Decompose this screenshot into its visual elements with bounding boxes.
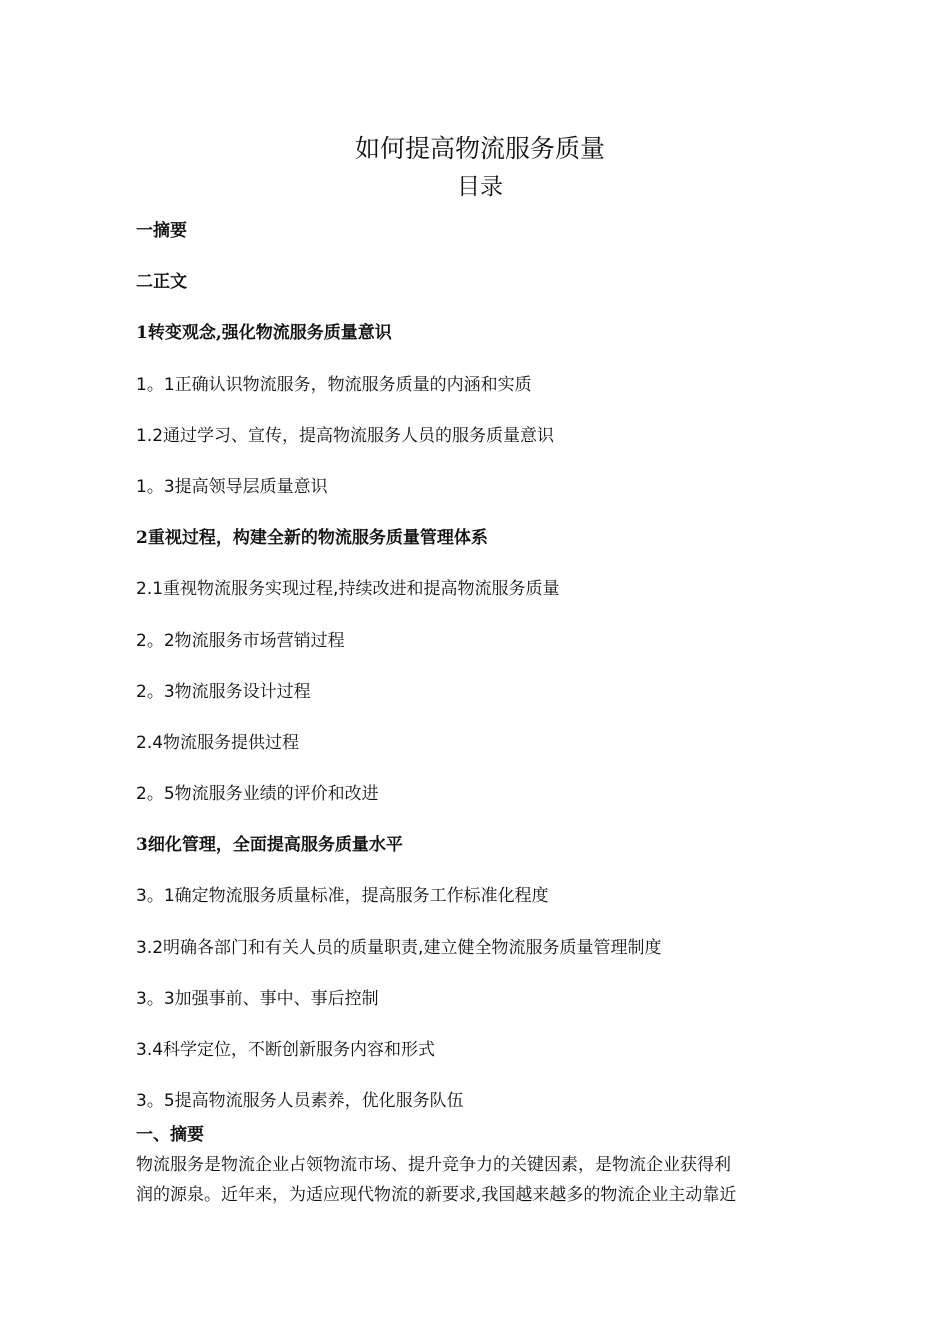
toc-subsection-entry: 2.4物流服务提供过程 (136, 732, 300, 753)
table-of-contents (136, 215, 836, 1136)
toc-subsection-entry: 3。5提高物流服务人员素养，优化服务队伍 (136, 1091, 464, 1112)
toc-subsection-entry: 2。3物流服务设计过程 (136, 681, 311, 702)
toc-subsection-entry: 2。5物流服务业绩的评价和改进 (136, 784, 379, 805)
toc-section-entry: 一摘要 (136, 221, 187, 241)
toc-subsection-entry: 1。1正确认识物流服务，物流服务质量的内涵和实质 (136, 374, 532, 395)
toc-subsection-entry: 3。1确定物流服务质量标准，提高服务工作标准化程度 (136, 886, 549, 907)
toc-section-entry: 2重视过程，构建全新的物流服务质量管理体系 (136, 528, 488, 549)
toc-section-entry: 3细化管理，全面提高服务质量水平 (136, 835, 403, 856)
abstract-heading: 一、摘要 (136, 1125, 204, 1145)
abstract-line: 润的源泉。近年来，为适应现代物流的新要求,我国越来越多的物流企业主动靠近 (136, 1185, 737, 1205)
toc-subsection-entry: 2。2物流服务市场营销过程 (136, 630, 345, 651)
toc-subsection-entry: 3.4科学定位，不断创新服务内容和形式 (136, 1040, 436, 1060)
toc-subsection-entry: 3。3加强事前、事中、事后控制 (136, 988, 379, 1009)
toc-subsection-entry: 1.2通过学习、宣传，提高物流服务人员的服务质量意识 (136, 425, 555, 446)
toc-subsection-entry: 1。3提高领导层质量意识 (136, 476, 328, 497)
toc-section-entry: 二正文 (136, 272, 187, 293)
document-title: 如何提高物流服务质量 (354, 134, 605, 163)
abstract-body (136, 1150, 824, 1210)
toc-subsection-entry: 2.1重视物流服务实现过程,持续改进和提高物流服务质量 (136, 579, 560, 600)
abstract-line: 物流服务是物流企业占领物流市场、提升竞争力的关键因素，是物流企业获得利 (136, 1155, 731, 1175)
toc-heading: 目录 (457, 174, 503, 200)
toc-section-entry: 1转变观念,强化物流服务质量意识 (136, 323, 392, 344)
toc-subsection-entry: 3.2明确各部门和有关人员的质量职责,建立健全物流服务质量管理制度 (136, 937, 662, 958)
